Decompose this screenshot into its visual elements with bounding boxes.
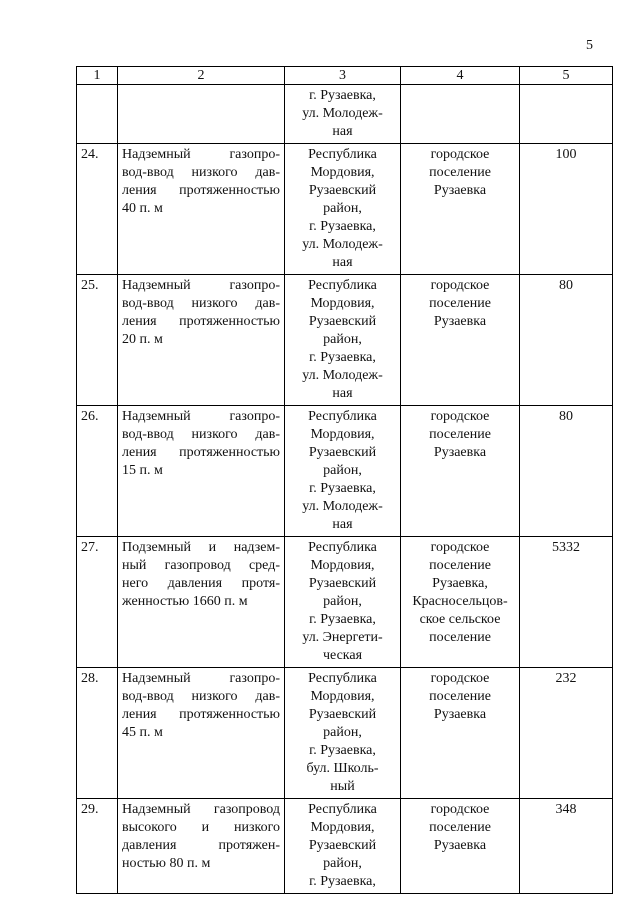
address-line: район, xyxy=(323,856,362,871)
table-row xyxy=(77,537,613,668)
value-cell: 80 xyxy=(520,275,613,406)
address-line: г. Рузаевка, xyxy=(309,612,376,627)
table-row xyxy=(77,275,613,406)
address-line: ул. Молодеж- xyxy=(302,106,383,121)
table-row xyxy=(77,799,613,894)
description-line: ления протяженностью xyxy=(122,445,280,460)
column-header: 3 xyxy=(285,67,401,85)
address-line: Республика xyxy=(308,147,377,162)
municipality-line: поселение xyxy=(429,689,491,704)
address-line: Мордовия, xyxy=(310,427,375,442)
address-line: Рузаевский xyxy=(308,838,377,853)
continuation-row xyxy=(77,85,613,144)
address-line: район, xyxy=(323,463,362,478)
description-line: ления протяженностью xyxy=(122,183,280,198)
description-line: ностью 80 п. м xyxy=(122,856,211,871)
municipality-cell xyxy=(401,275,520,406)
row-number-cell: 25. xyxy=(77,275,118,406)
value-cell: 348 xyxy=(520,799,613,894)
municipality-line: Рузаевка, xyxy=(432,576,488,591)
address-line: ул. Энергети- xyxy=(302,630,383,645)
description-line: вод-ввод низкого дав- xyxy=(122,689,280,704)
page-number: 5 xyxy=(586,38,593,53)
municipality-cell xyxy=(401,144,520,275)
municipality-line: Рузаевка xyxy=(433,707,487,722)
description-cell xyxy=(118,668,285,799)
municipality-line: Рузаевка xyxy=(433,445,487,460)
address-line: г. Рузаевка, xyxy=(309,219,376,234)
column-header: 2 xyxy=(118,67,285,85)
description-line: давления протяжен- xyxy=(122,838,280,853)
municipality-line: городское xyxy=(430,671,490,686)
address-cell xyxy=(285,406,401,537)
column-header: 4 xyxy=(401,67,520,85)
row-number-cell: 26. xyxy=(77,406,118,537)
address-line: район, xyxy=(323,725,362,740)
description-line: него давления протя- xyxy=(122,576,280,591)
address-line: г. Рузаевка, xyxy=(309,481,376,496)
objects-table xyxy=(76,66,613,894)
row-number-cell: 29. xyxy=(77,799,118,894)
description-line: вод-ввод низкого дав- xyxy=(122,165,280,180)
address-cell xyxy=(285,799,401,894)
municipality-line: Красносельцов- xyxy=(412,594,508,609)
description-line: ления протяженностью xyxy=(122,707,280,722)
table-header-row xyxy=(77,67,613,85)
address-line: Мордовия, xyxy=(310,689,375,704)
table-row xyxy=(77,144,613,275)
address-line: Республика xyxy=(308,278,377,293)
description-cell xyxy=(118,537,285,668)
description-line: высокого и низкого xyxy=(122,820,280,835)
address-cell xyxy=(285,85,401,144)
description-line: ный газопровод сред- xyxy=(122,558,280,573)
municipality-line: Рузаевка xyxy=(433,314,487,329)
municipality-line: поселение xyxy=(429,820,491,835)
address-line: район, xyxy=(323,594,362,609)
address-line: ческая xyxy=(322,648,363,663)
value-cell: 5332 xyxy=(520,537,613,668)
row-number-cell: 27. xyxy=(77,537,118,668)
address-line: Республика xyxy=(308,409,377,424)
address-line: район, xyxy=(323,332,362,347)
municipality-line: городское xyxy=(430,147,490,162)
address-line: г. Рузаевка, xyxy=(309,88,376,103)
description-line: 15 п. м xyxy=(122,463,163,478)
description-cell xyxy=(118,799,285,894)
municipality-line: Рузаевка xyxy=(433,838,487,853)
address-line: бул. Школь- xyxy=(306,761,379,776)
municipality-cell xyxy=(401,799,520,894)
address-line: Рузаевский xyxy=(308,183,377,198)
address-line: Мордовия, xyxy=(310,820,375,835)
table-row xyxy=(77,668,613,799)
table-row xyxy=(77,406,613,537)
municipality-cell xyxy=(401,85,520,144)
municipality-line: поселение xyxy=(429,558,491,573)
address-line: ул. Молодеж- xyxy=(302,237,383,252)
municipality-cell xyxy=(401,406,520,537)
description-line: 45 п. м xyxy=(122,725,163,740)
municipality-line: поселение xyxy=(429,630,491,645)
address-line: Республика xyxy=(308,671,377,686)
description-line: вод-ввод низкого дав- xyxy=(122,427,280,442)
column-header: 5 xyxy=(520,67,613,85)
address-line: ная xyxy=(332,517,353,532)
description-cell xyxy=(118,85,285,144)
municipality-cell xyxy=(401,668,520,799)
value-cell: 232 xyxy=(520,668,613,799)
description-line: Надземный газопро- xyxy=(122,278,280,293)
address-line: Рузаевский xyxy=(308,314,377,329)
address-line: Мордовия, xyxy=(310,296,375,311)
address-cell xyxy=(285,144,401,275)
description-cell xyxy=(118,275,285,406)
address-line: Рузаевский xyxy=(308,707,377,722)
description-line: 20 п. м xyxy=(122,332,163,347)
municipality-line: городское xyxy=(430,802,490,817)
description-line: Надземный газопро- xyxy=(122,671,280,686)
description-cell xyxy=(118,144,285,275)
municipality-line: городское xyxy=(430,278,490,293)
column-header: 1 xyxy=(77,67,118,85)
address-line: Республика xyxy=(308,802,377,817)
address-line: Мордовия, xyxy=(310,165,375,180)
row-number-cell: 24. xyxy=(77,144,118,275)
municipality-line: ское сельское xyxy=(419,612,501,627)
description-line: Надземный газопровод xyxy=(122,802,280,817)
address-line: ул. Молодеж- xyxy=(302,499,383,514)
address-line: г. Рузаевка, xyxy=(309,350,376,365)
row-number-cell xyxy=(77,85,118,144)
municipality-line: поселение xyxy=(429,427,491,442)
address-line: ул. Молодеж- xyxy=(302,368,383,383)
address-cell xyxy=(285,537,401,668)
row-number-cell: 28. xyxy=(77,668,118,799)
municipality-cell xyxy=(401,537,520,668)
description-line: вод-ввод низкого дав- xyxy=(122,296,280,311)
address-line: ная xyxy=(332,124,353,139)
address-line: Рузаевский xyxy=(308,445,377,460)
value-cell xyxy=(520,85,613,144)
description-line: Надземный газопро- xyxy=(122,409,280,424)
address-line: ная xyxy=(332,386,353,401)
municipality-line: поселение xyxy=(429,165,491,180)
description-line: Надземный газопро- xyxy=(122,147,280,162)
description-line: 40 п. м xyxy=(122,201,163,216)
address-line: ный xyxy=(330,779,355,794)
value-cell: 80 xyxy=(520,406,613,537)
address-cell xyxy=(285,275,401,406)
address-line: Мордовия, xyxy=(310,558,375,573)
value-cell: 100 xyxy=(520,144,613,275)
address-line: г. Рузаевка, xyxy=(309,874,376,889)
address-line: г. Рузаевка, xyxy=(309,743,376,758)
municipality-line: Рузаевка xyxy=(433,183,487,198)
description-line: Подземный и надзем- xyxy=(122,540,280,555)
description-line: ления протяженностью xyxy=(122,314,280,329)
address-line: ная xyxy=(332,255,353,270)
address-line: Республика xyxy=(308,540,377,555)
municipality-line: городское xyxy=(430,540,490,555)
address-line: район, xyxy=(323,201,362,216)
municipality-line: городское xyxy=(430,409,490,424)
description-line: женностью 1660 п. м xyxy=(122,594,248,609)
address-cell xyxy=(285,668,401,799)
description-cell xyxy=(118,406,285,537)
address-line: Рузаевский xyxy=(308,576,377,591)
municipality-line: поселение xyxy=(429,296,491,311)
